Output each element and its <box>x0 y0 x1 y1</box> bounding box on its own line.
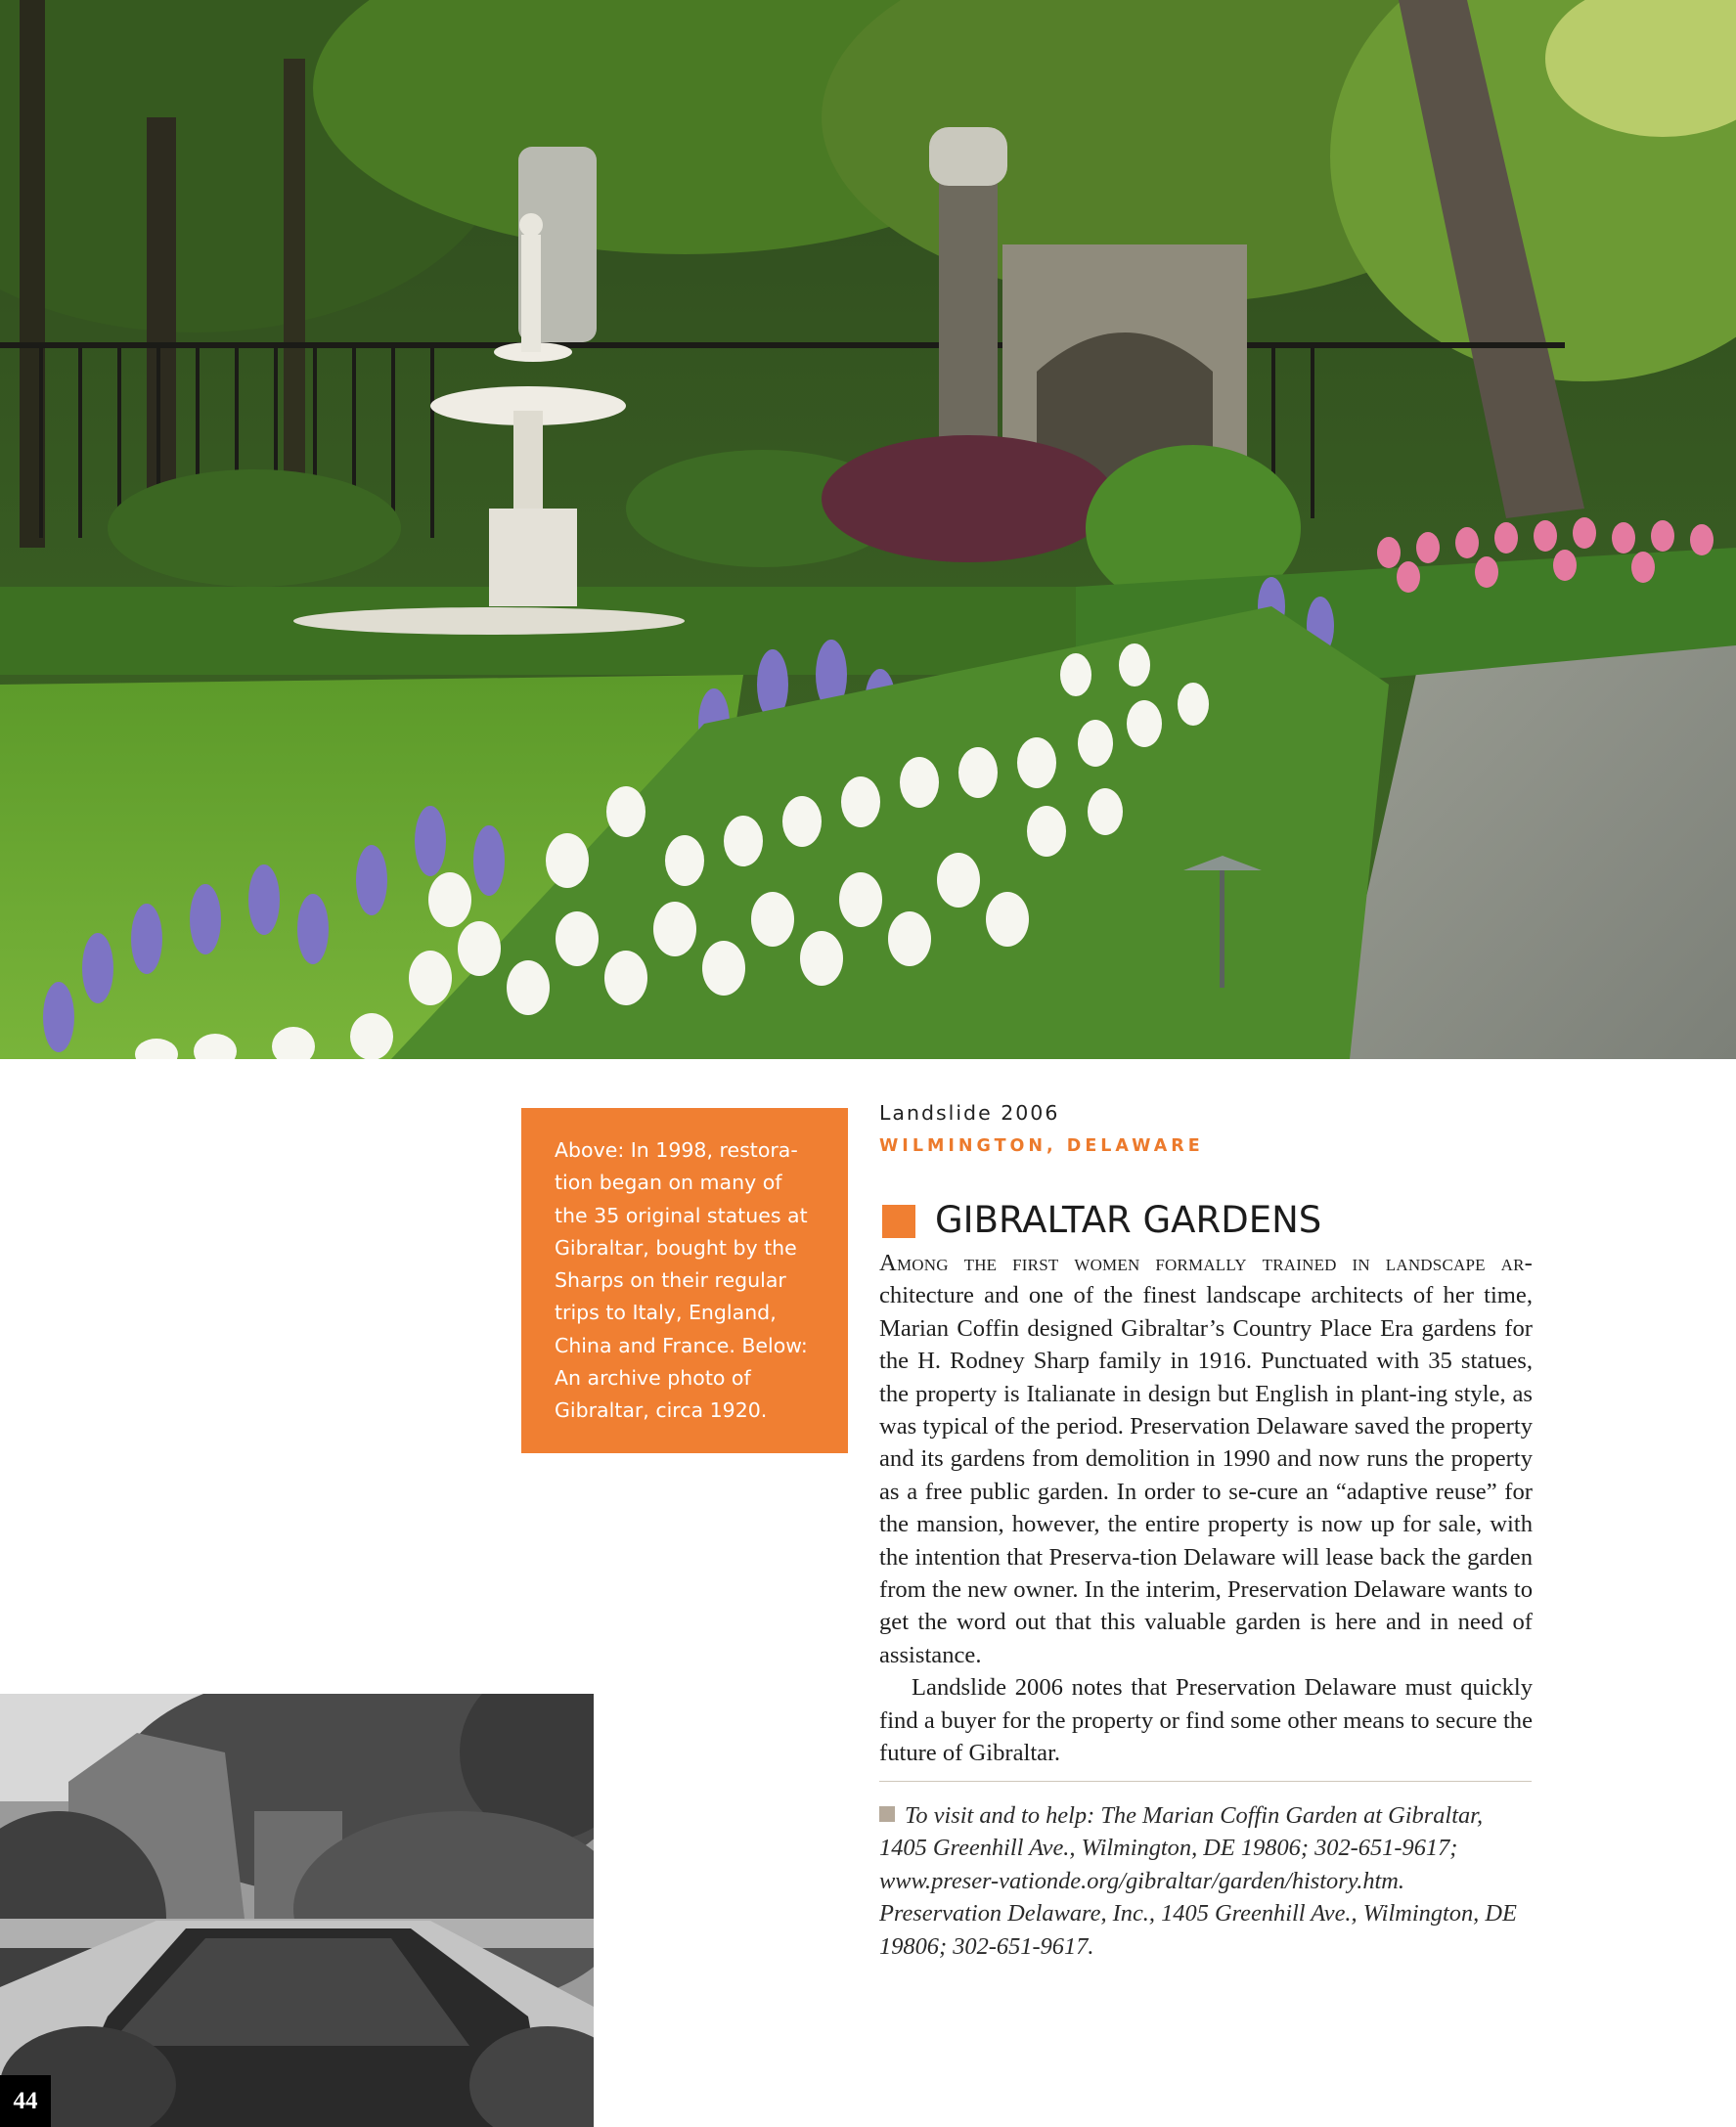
article-title: GIBRALTAR GARDENS <box>935 1199 1322 1241</box>
info-square-icon <box>879 1806 895 1822</box>
section-eyebrow: Landslide 2006 <box>879 1101 1060 1125</box>
body-paragraph-1-text: chitecture and one of the finest landscape architects of her time, Marian Coffin designed Gibraltar’s Country Place Era gardens for the H. Rodney Sharp family in 1916. Punctuated with 35 statues, the property is Italianate in design but English in plant-ing style, as was typical of the period. Preservation Delaware saved the property and its gardens from demolition in 1990 and now runs the property as a free public garden. In order to se-cure an “adaptive reuse” for the mansion, however, the entire property is now up for sale, with the intention that Preserva-tion Delaware will lease back the garden from the new owner. In the interim, Preservation Delaware wants to get the word out that this valuable garden is here and in need of assistance. <box>879 1282 1533 1668</box>
garden-photo-illustration <box>0 0 1736 1059</box>
hero-garden-photo <box>0 0 1736 1059</box>
photo-caption-box <box>521 1108 848 1453</box>
article-body <box>879 1247 1533 1770</box>
visit-info <box>879 1799 1533 1963</box>
lead-in-text: Among the first women formally trained in landscape ar- <box>879 1250 1533 1276</box>
body-paragraph-2: Landslide 2006 notes that Preservation Delaware must quickly find a buyer for the property or find some other means to secure the future of Gibraltar. <box>879 1674 1533 1767</box>
location-label: WILMINGTON, DELAWARE <box>879 1136 1204 1156</box>
body-paragraph-1 <box>879 1247 1533 1671</box>
photo-caption-text: Above: In 1998, restora-tion began on many of the 35 original statues at Gibraltar, bought by the Sharps on their regular trips to Italy, England, China and France. Below: An archive photo of Gibraltar, circa 1920. <box>555 1138 808 1423</box>
title-square-icon <box>882 1205 915 1238</box>
divider-rule <box>879 1781 1532 1782</box>
archive-photo <box>0 1694 594 2127</box>
archive-photo-illustration <box>0 1694 594 2127</box>
page-number: 44 <box>0 2075 51 2127</box>
visit-info-text: To visit and to help: The Marian Coffin Garden at Gibraltar, 1405 Greenhill Ave., Wilmington, DE 19806; 302-651-9617; www.preser-vationde.org/gibraltar/garden/history.htm. Preservation Delaware, Inc., 1405 Greenhill Ave., Wilmington, DE 19806; 302-651-9617. <box>879 1802 1517 1960</box>
